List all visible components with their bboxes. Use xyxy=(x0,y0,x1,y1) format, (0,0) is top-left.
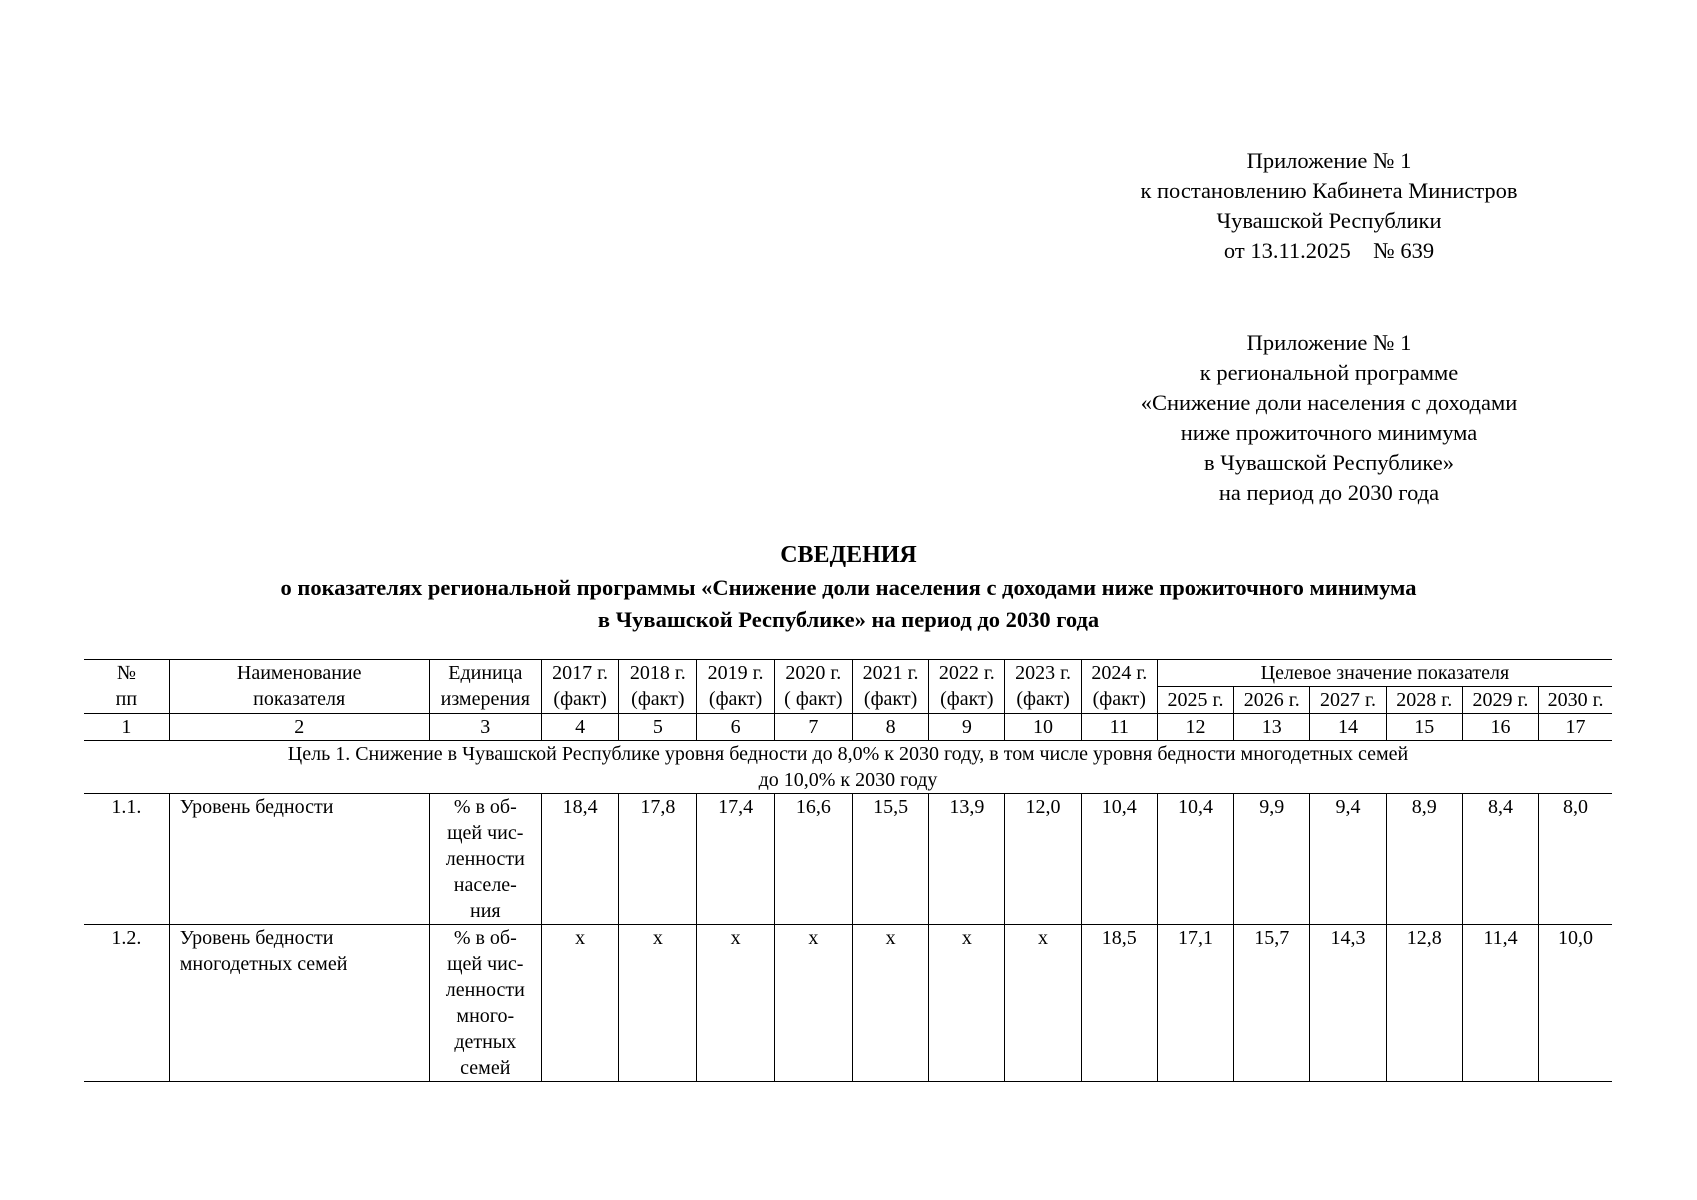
column-number: 17 xyxy=(1539,714,1612,741)
row-num: 1.2. xyxy=(84,925,169,1082)
table-header-row xyxy=(84,660,1612,687)
table-row xyxy=(84,925,1612,1082)
row-unit: % в об- щей чис- ленности много- детных семей xyxy=(429,925,541,1082)
row-value: 16,6 xyxy=(774,794,852,925)
row-value: 10,4 xyxy=(1157,794,1233,925)
column-number: 4 xyxy=(541,714,618,741)
row-name: Уровень бедности xyxy=(169,794,429,925)
header-year-2021: 2021 г. (факт) xyxy=(852,660,928,714)
appendix-resolution-line: к постановлению Кабинета Министров xyxy=(1140,178,1518,203)
row-value: 10,4 xyxy=(1081,794,1157,925)
header-target-year: 2025 г. xyxy=(1157,687,1233,714)
row-value: 11,4 xyxy=(1462,925,1538,1082)
appendix-program-line: на период до 2030 года xyxy=(1218,480,1440,505)
column-number: 16 xyxy=(1462,714,1538,741)
column-number: 2 xyxy=(169,714,429,741)
appendix-resolution-line: Приложение № 1 xyxy=(1246,148,1412,173)
row-value: 10,0 xyxy=(1539,925,1612,1082)
appendix-program-line: «Снижение доли населения с доходами xyxy=(1140,390,1518,415)
appendix-program-line: Приложение № 1 xyxy=(1246,330,1412,355)
row-value: 17,1 xyxy=(1157,925,1233,1082)
header-year-2019: 2019 г. (факт) xyxy=(697,660,774,714)
header-year-2023: 2023 г. (факт) xyxy=(1005,660,1081,714)
row-value: 18,5 xyxy=(1081,925,1157,1082)
header-year-2024: 2024 г. (факт) xyxy=(1081,660,1157,714)
appendix-program-block xyxy=(1069,328,1589,508)
row-value: х xyxy=(541,925,618,1082)
row-num: 1.1. xyxy=(84,794,169,925)
appendix-program-line: к региональной программе xyxy=(1199,360,1459,385)
row-value: 12,8 xyxy=(1386,925,1462,1082)
row-value: 13,9 xyxy=(929,794,1005,925)
column-number: 12 xyxy=(1157,714,1233,741)
column-number: 1 xyxy=(84,714,169,741)
column-number: 13 xyxy=(1234,714,1310,741)
header-unit: Единица измерения xyxy=(429,660,541,714)
header-year-2022: 2022 г. (факт) xyxy=(929,660,1005,714)
row-value: 9,9 xyxy=(1234,794,1310,925)
row-value: 15,5 xyxy=(852,794,928,925)
row-value: 8,9 xyxy=(1386,794,1462,925)
column-number: 11 xyxy=(1081,714,1157,741)
row-unit: % в об- щей чис- ленности населе- ния xyxy=(429,794,541,925)
row-value: х xyxy=(619,925,697,1082)
goal-cell xyxy=(84,741,1612,794)
goal-row xyxy=(84,741,1612,794)
appendix-program-line: ниже прожиточного минимума xyxy=(1180,420,1478,445)
row-value: 9,4 xyxy=(1310,794,1386,925)
column-number: 8 xyxy=(852,714,928,741)
column-number: 14 xyxy=(1310,714,1386,741)
appendix-resolution-block xyxy=(1069,146,1589,266)
header-target-group: Целевое значение показателя xyxy=(1157,660,1612,687)
row-name: Уровень бедности многодетных семей xyxy=(169,925,429,1082)
header-name: Наименование показателя xyxy=(169,660,429,714)
indicators-table xyxy=(84,659,1612,1082)
column-number: 7 xyxy=(774,714,852,741)
row-value: х xyxy=(929,925,1005,1082)
column-number: 10 xyxy=(1005,714,1081,741)
row-value: х xyxy=(852,925,928,1082)
header-target-year: 2026 г. xyxy=(1234,687,1310,714)
table-row xyxy=(84,794,1612,925)
goal-text-line2: до 10,0% к 2030 году xyxy=(758,769,938,791)
row-value: 14,3 xyxy=(1310,925,1386,1082)
header-year-2020: 2020 г. ( факт) xyxy=(774,660,852,714)
header-year-2017: 2017 г. (факт) xyxy=(541,660,618,714)
row-value: х xyxy=(774,925,852,1082)
column-number: 3 xyxy=(429,714,541,741)
header-target-year: 2028 г. xyxy=(1386,687,1462,714)
column-number: 15 xyxy=(1386,714,1462,741)
row-value: 17,8 xyxy=(619,794,697,925)
column-number: 6 xyxy=(697,714,774,741)
row-value: х xyxy=(1005,925,1081,1082)
appendix-resolution-line: Чувашской Республики xyxy=(1216,208,1442,233)
row-value: 18,4 xyxy=(541,794,618,925)
header-target-year: 2027 г. xyxy=(1310,687,1386,714)
row-value: 12,0 xyxy=(1005,794,1081,925)
row-value: 8,4 xyxy=(1462,794,1538,925)
document-title-block xyxy=(0,538,1697,636)
header-target-year: 2030 г. xyxy=(1539,687,1612,714)
document-title: СВЕДЕНИЯ xyxy=(780,542,917,568)
header-num: № пп xyxy=(84,660,169,714)
row-value: 17,4 xyxy=(697,794,774,925)
row-value: х xyxy=(697,925,774,1082)
header-year-2018: 2018 г. (факт) xyxy=(619,660,697,714)
document-subtitle-line2: в Чувашской Республике» на период до 2030 года xyxy=(597,607,1100,632)
header-target-year: 2029 г. xyxy=(1462,687,1538,714)
row-value: 15,7 xyxy=(1234,925,1310,1082)
appendix-program-line: в Чувашской Республике» xyxy=(1204,450,1454,475)
goal-text-line1: Цель 1. Снижение в Чувашской Республике уровня бедности до 8,0% к 2030 году, в том числе уровня бедности многодетных семей xyxy=(287,743,1409,765)
column-number: 5 xyxy=(619,714,697,741)
column-number: 9 xyxy=(929,714,1005,741)
appendix-resolution-line: от 13.11.2025 № 639 xyxy=(1223,238,1435,263)
column-number-row xyxy=(84,714,1612,741)
row-value: 8,0 xyxy=(1539,794,1612,925)
document-subtitle-line1: о показателях региональной программы «Снижение доли населения с доходами ниже прожиточного минимума xyxy=(280,575,1417,600)
